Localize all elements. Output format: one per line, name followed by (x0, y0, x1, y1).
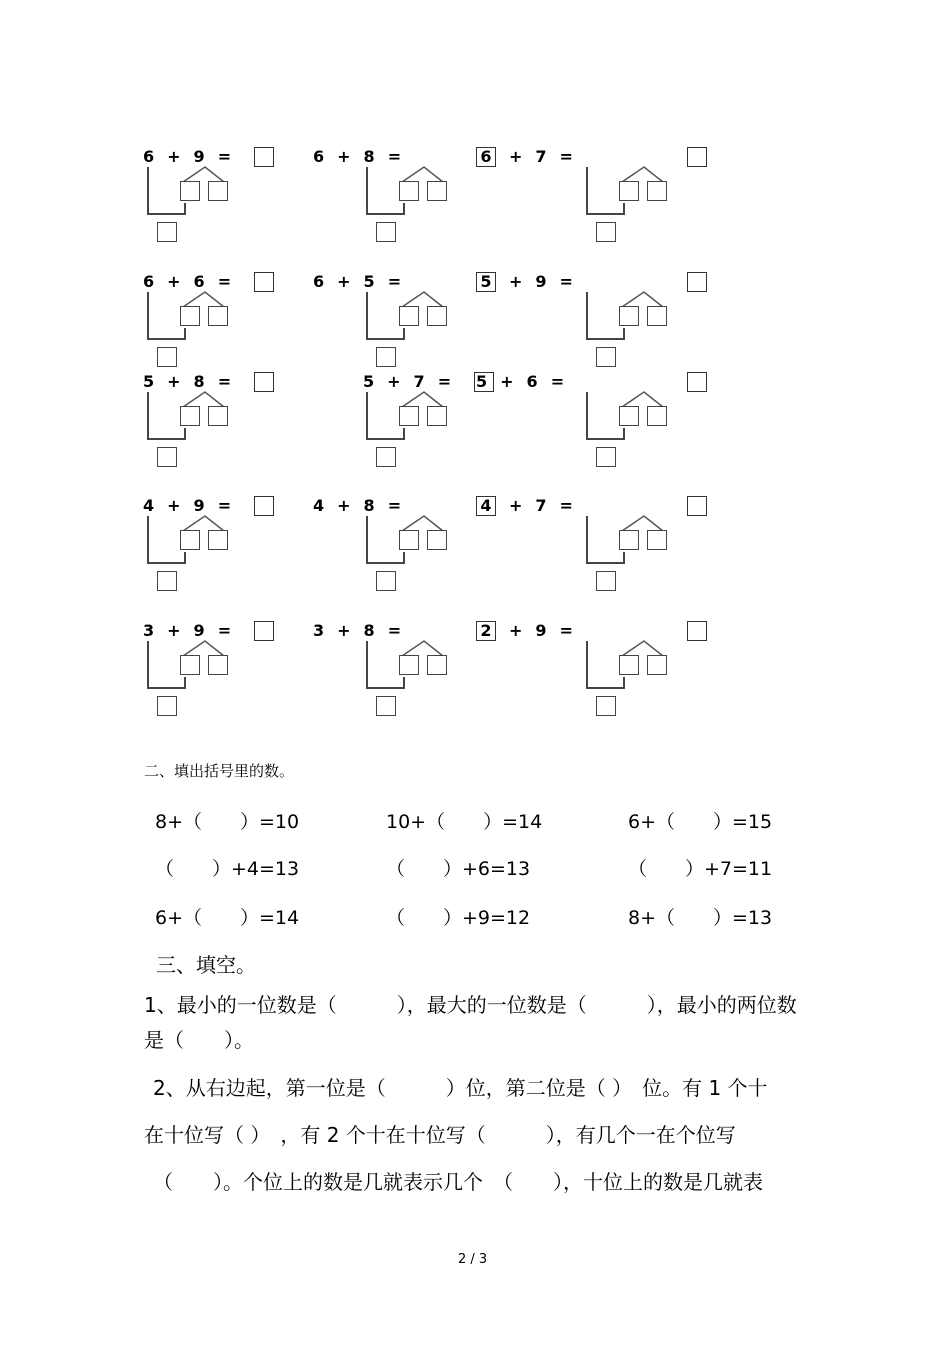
link-line (623, 328, 625, 340)
equation-eq: = (387, 621, 402, 640)
link-line (586, 641, 588, 689)
equation-r5-c3 (476, 621, 586, 641)
link-line (586, 687, 624, 689)
equation-a: 6 (476, 147, 496, 167)
split-box-right[interactable] (427, 406, 447, 426)
equation-b: 5 (363, 272, 375, 291)
ten-box[interactable] (376, 347, 396, 367)
answer-box[interactable] (687, 147, 707, 167)
split-box-left[interactable] (619, 181, 639, 201)
equation-b: 8 (363, 621, 375, 640)
link-line (366, 687, 404, 689)
split-box-right[interactable] (647, 406, 667, 426)
link-line (184, 677, 186, 689)
equation-a: 5 (476, 272, 496, 292)
link-line (586, 562, 624, 564)
ten-box[interactable] (157, 347, 177, 367)
answer-box[interactable] (254, 272, 274, 292)
equation-b: 6 (193, 272, 205, 291)
link-line (623, 552, 625, 564)
ten-box[interactable] (596, 571, 616, 591)
ten-box[interactable] (596, 696, 616, 716)
split-box-right[interactable] (647, 530, 667, 550)
equation-op: + (337, 147, 351, 166)
equation-b: 7 (413, 372, 425, 391)
ten-box[interactable] (376, 571, 396, 591)
split-box-right[interactable] (427, 181, 447, 201)
link-line (184, 552, 186, 564)
split-box-right[interactable] (208, 530, 228, 550)
fill-blank-row-1-col-1: 8+（ ）=10 (155, 811, 300, 833)
equation-r5-c2 (313, 621, 414, 640)
ten-box[interactable] (596, 447, 616, 467)
equation-a: 3 (313, 621, 325, 640)
link-line (403, 203, 405, 215)
link-line (403, 328, 405, 340)
equation-a: 6 (143, 147, 155, 166)
link-line (147, 438, 185, 440)
ten-box[interactable] (157, 222, 177, 242)
equation-op: + (337, 496, 351, 515)
equation-op: + (509, 496, 523, 515)
equation-op: + (509, 272, 523, 291)
equation-eq: = (437, 372, 452, 391)
equation-b: 8 (193, 372, 205, 391)
equation-r1-c1 (143, 147, 244, 166)
fill-blank-row-3-col-3: 8+（ ）=13 (628, 907, 773, 929)
equation-a: 6 (143, 272, 155, 291)
split-box-left[interactable] (619, 306, 639, 326)
link-line (147, 292, 149, 340)
ten-box[interactable] (596, 347, 616, 367)
link-line (366, 292, 368, 340)
equation-eq: = (387, 147, 402, 166)
equation-a: 2 (476, 621, 496, 641)
split-box-left[interactable] (180, 181, 200, 201)
split-box-right[interactable] (208, 406, 228, 426)
split-box-left[interactable] (399, 655, 419, 675)
equation-op: + (167, 496, 181, 515)
equation-b: 9 (193, 621, 205, 640)
equation-b: 7 (535, 496, 547, 515)
link-line (586, 516, 588, 564)
split-box-left[interactable] (619, 530, 639, 550)
answer-box[interactable] (254, 372, 274, 392)
split-box-right[interactable] (208, 306, 228, 326)
equation-eq: = (217, 621, 232, 640)
split-box-right[interactable] (647, 181, 667, 201)
ten-box[interactable] (157, 571, 177, 591)
link-line (366, 562, 404, 564)
link-line (586, 438, 624, 440)
equation-b: 9 (193, 496, 205, 515)
link-line (147, 562, 185, 564)
equation-r4-c3 (476, 496, 586, 516)
equation-eq: = (217, 272, 232, 291)
equation-r3-c2 (363, 372, 464, 391)
section2-heading: 二、填出括号里的数。 (144, 762, 295, 780)
ten-box[interactable] (157, 447, 177, 467)
answer-box[interactable] (687, 272, 707, 292)
equation-r1-c3 (476, 147, 586, 167)
equation-eq: = (559, 621, 573, 640)
equation-a: 5 (476, 372, 488, 391)
link-line (366, 516, 368, 564)
fill-blank-row-1-col-2: 10+（ ）=14 (386, 811, 543, 833)
split-box-left[interactable] (619, 406, 639, 426)
split-box-left[interactable] (399, 306, 419, 326)
link-line (403, 428, 405, 440)
link-line (366, 641, 368, 689)
ten-box[interactable] (157, 696, 177, 716)
link-line (366, 167, 368, 215)
link-line (147, 687, 185, 689)
equation-op: + (167, 621, 181, 640)
link-line (586, 338, 624, 340)
ten-box[interactable] (376, 222, 396, 242)
fill-blank-row-2-col-1: （ ）+4=13 (155, 858, 300, 880)
split-box-left[interactable] (180, 530, 200, 550)
equation-b: 8 (363, 147, 375, 166)
equation-eq: = (550, 372, 565, 391)
equation-op: + (337, 272, 351, 291)
link-line (586, 292, 588, 340)
equation-op: + (167, 272, 181, 291)
equation-r5-c1 (143, 621, 244, 640)
link-line (403, 552, 405, 564)
equation-b: 9 (193, 147, 205, 166)
link-line (366, 438, 404, 440)
link-line (184, 428, 186, 440)
equation-a: 6 (313, 272, 325, 291)
link-line (147, 516, 149, 564)
equation-b: 9 (535, 272, 547, 291)
equation-eq: = (387, 272, 402, 291)
equation-op: + (167, 147, 181, 166)
split-box-left[interactable] (180, 655, 200, 675)
link-line (366, 338, 404, 340)
link-line (366, 392, 368, 440)
equation-op: + (500, 372, 514, 391)
equation-op: + (387, 372, 401, 391)
equation-a: 4 (476, 496, 496, 516)
equation-r1-c2 (313, 147, 414, 166)
ten-box[interactable] (376, 696, 396, 716)
equation-r3-c1 (143, 372, 244, 391)
link-line (623, 428, 625, 440)
equation-r2-c3 (476, 272, 586, 292)
link-line (184, 328, 186, 340)
equation-r2-c2 (313, 272, 414, 291)
split-box-right[interactable] (647, 655, 667, 675)
answer-box[interactable] (687, 496, 707, 516)
question-1-line-1: 1、最小的一位数是（ ），最大的一位数是（ ），最小的两位数 (144, 993, 797, 1017)
fill-blank-row-2-col-3: （ ）+7=11 (628, 858, 773, 880)
split-box-right[interactable] (208, 181, 228, 201)
link-line (147, 167, 149, 215)
link-line (366, 213, 404, 215)
answer-box[interactable] (254, 496, 274, 516)
equation-a: 3 (143, 621, 155, 640)
split-box-left[interactable] (180, 406, 200, 426)
link-line (586, 392, 588, 440)
equation-a: 4 (143, 496, 155, 515)
link-line (147, 338, 185, 340)
fill-blank-row-2-col-2: （ ）+6=13 (386, 858, 531, 880)
equation-eq: = (217, 147, 232, 166)
question-2-line-3: （ ）。个位上的数是几就表示几个 （ ），十位上的数是几就表 (153, 1170, 763, 1194)
split-box-right[interactable] (427, 306, 447, 326)
split-box-right[interactable] (427, 655, 447, 675)
link-line (147, 641, 149, 689)
equation-eq: = (217, 496, 232, 515)
equation-r4-c1 (143, 496, 244, 515)
equation-b: 6 (526, 372, 538, 391)
equation-op: + (509, 147, 523, 166)
equation-a: 5 (363, 372, 375, 391)
ten-box[interactable] (376, 447, 396, 467)
equation-eq: = (559, 147, 573, 166)
question-1-line-2: 是（ ）。 (144, 1028, 254, 1052)
fill-blank-row-1-col-3: 6+（ ）=15 (628, 811, 773, 833)
equation-r2-c1 (143, 272, 244, 291)
question-2-line-2: 在十位写（ ） ，有 2 个十在十位写（ ），有几个一在个位写 (144, 1123, 736, 1147)
equation-b: 9 (535, 621, 547, 640)
link-line (147, 213, 185, 215)
equation-op: + (337, 621, 351, 640)
equation-a: 5 (143, 372, 155, 391)
answer-box[interactable] (687, 372, 707, 392)
split-box-right[interactable] (427, 530, 447, 550)
fill-blank-row-3-col-1: 6+（ ）=14 (155, 907, 300, 929)
equation-a: 4 (313, 496, 325, 515)
equation-r3-c3 (476, 372, 577, 391)
link-line (623, 677, 625, 689)
split-box-right[interactable] (208, 655, 228, 675)
split-box-left[interactable] (180, 306, 200, 326)
equation-eq: = (559, 272, 573, 291)
answer-box[interactable] (254, 147, 274, 167)
equation-eq: = (559, 496, 573, 515)
link-line (586, 167, 588, 215)
ten-box[interactable] (596, 222, 616, 242)
section3-heading: 三、填空。 (156, 953, 256, 977)
equation-eq: = (217, 372, 232, 391)
equation-op: + (509, 621, 523, 640)
equation-eq: = (387, 496, 402, 515)
fill-blank-row-3-col-2: （ ）+9=12 (386, 907, 531, 929)
question-2-line-1: 2、从右边起，第一位是（ ）位，第二位是（ ） 位。有 1 个十 (153, 1076, 768, 1100)
split-box-left[interactable] (399, 530, 419, 550)
page-number: 2 / 3 (458, 1252, 488, 1267)
equation-b: 7 (535, 147, 547, 166)
link-line (403, 677, 405, 689)
split-box-left[interactable] (619, 655, 639, 675)
equation-r4-c2 (313, 496, 414, 515)
equation-op: + (167, 372, 181, 391)
equation-b: 8 (363, 496, 375, 515)
link-line (147, 392, 149, 440)
link-line (586, 213, 624, 215)
answer-box[interactable] (687, 621, 707, 641)
answer-box[interactable] (254, 621, 274, 641)
equation-a: 6 (313, 147, 325, 166)
link-line (623, 203, 625, 215)
link-line (184, 203, 186, 215)
split-box-left[interactable] (399, 406, 419, 426)
split-box-left[interactable] (399, 181, 419, 201)
split-box-right[interactable] (647, 306, 667, 326)
